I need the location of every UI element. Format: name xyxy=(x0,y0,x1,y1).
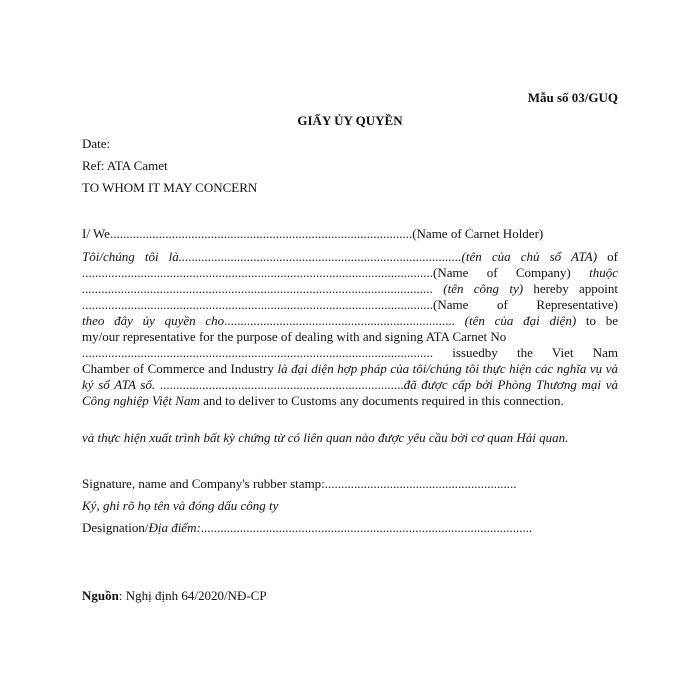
source-label: Nguồn xyxy=(82,588,119,603)
document-title: GIẤY ỦY QUYỀN xyxy=(297,113,403,128)
legal-rep-text: là đại diện hợp pháp của tôi/chúng tôi thực hiện các nghĩa vụ và ký sổ ATA số. xyxy=(82,361,618,393)
source-line xyxy=(82,588,267,604)
chamber-text: Chamber of Commerce and Industry xyxy=(82,361,278,376)
carnet-dots: ........................................................................... xyxy=(155,377,404,393)
representative-line-vn xyxy=(82,313,618,329)
holder-line-vn xyxy=(82,249,618,265)
holder-vn-text: Tôi/chúng tôi là.......................................................................................(tên của chủ sổ ATA) xyxy=(82,249,598,264)
representative-dots: ....................................................................... xyxy=(224,313,455,328)
uy-quyen-text: theo đây ủy quyền cho xyxy=(82,313,225,328)
issued-line: ............................................................................................................ issuedby the Viet Nam xyxy=(82,345,618,360)
company-vn-text: ............................................................................................................ (tên công ty) xyxy=(82,281,524,296)
of-text: of xyxy=(597,249,618,264)
signature-line-vn: Ký, ghi rõ họ tên và đóng dấu công ty xyxy=(82,498,279,513)
thuoc-text: thuộc xyxy=(570,265,618,280)
to-be-text: to be xyxy=(576,313,619,328)
hereby-appoint-text: hereby appoint xyxy=(523,281,618,296)
chamber-paragraph xyxy=(82,361,618,410)
form-code: Mẫu số 03/GUQ xyxy=(527,90,618,105)
company-line xyxy=(82,265,618,281)
representative-vn-label: (tên của đại diện) xyxy=(454,313,577,328)
dia-diem-label: Địa điểm: xyxy=(148,520,201,535)
designation-label: Designation/ xyxy=(82,520,149,535)
designation-dots: ...................................................................................................... xyxy=(200,520,533,535)
source-text: : Nghị định 64/2020/NĐ-CP xyxy=(118,588,267,603)
deliver-text: and to deliver to Customs any documents required in this connection. xyxy=(199,393,564,409)
to-whom-line: TO WHOM IT MAY CONCERN xyxy=(82,180,258,195)
company-text: ............................................................................................................(Name of Company) xyxy=(82,265,571,280)
purpose-line: my/our representative for the purpose of dealing with and signing ATA Carnet No xyxy=(82,329,507,344)
date-line: Date: xyxy=(82,136,111,151)
signature-line: Signature, name and Company's rubber stamp:........................................................... xyxy=(82,476,517,491)
issued-by-vn-text: đã được cấp bởi Phòng Thương mại và Công nghiệp Việt Nam xyxy=(82,377,618,409)
holder-line: I/ We.............................................................................................(Name of Carnet Holder) xyxy=(82,226,544,241)
customs-line-vn: và thực hiện xuất trình bất kỳ chứng từ có liên quan nào được yêu cầu bởi cơ quan Hải quan. xyxy=(82,430,569,445)
company-line-vn xyxy=(82,281,618,297)
ref-line: Ref: ATA Camet xyxy=(82,158,168,173)
representative-line: ............................................................................................................(Name of Representative) xyxy=(82,297,618,312)
designation-line xyxy=(82,520,532,536)
